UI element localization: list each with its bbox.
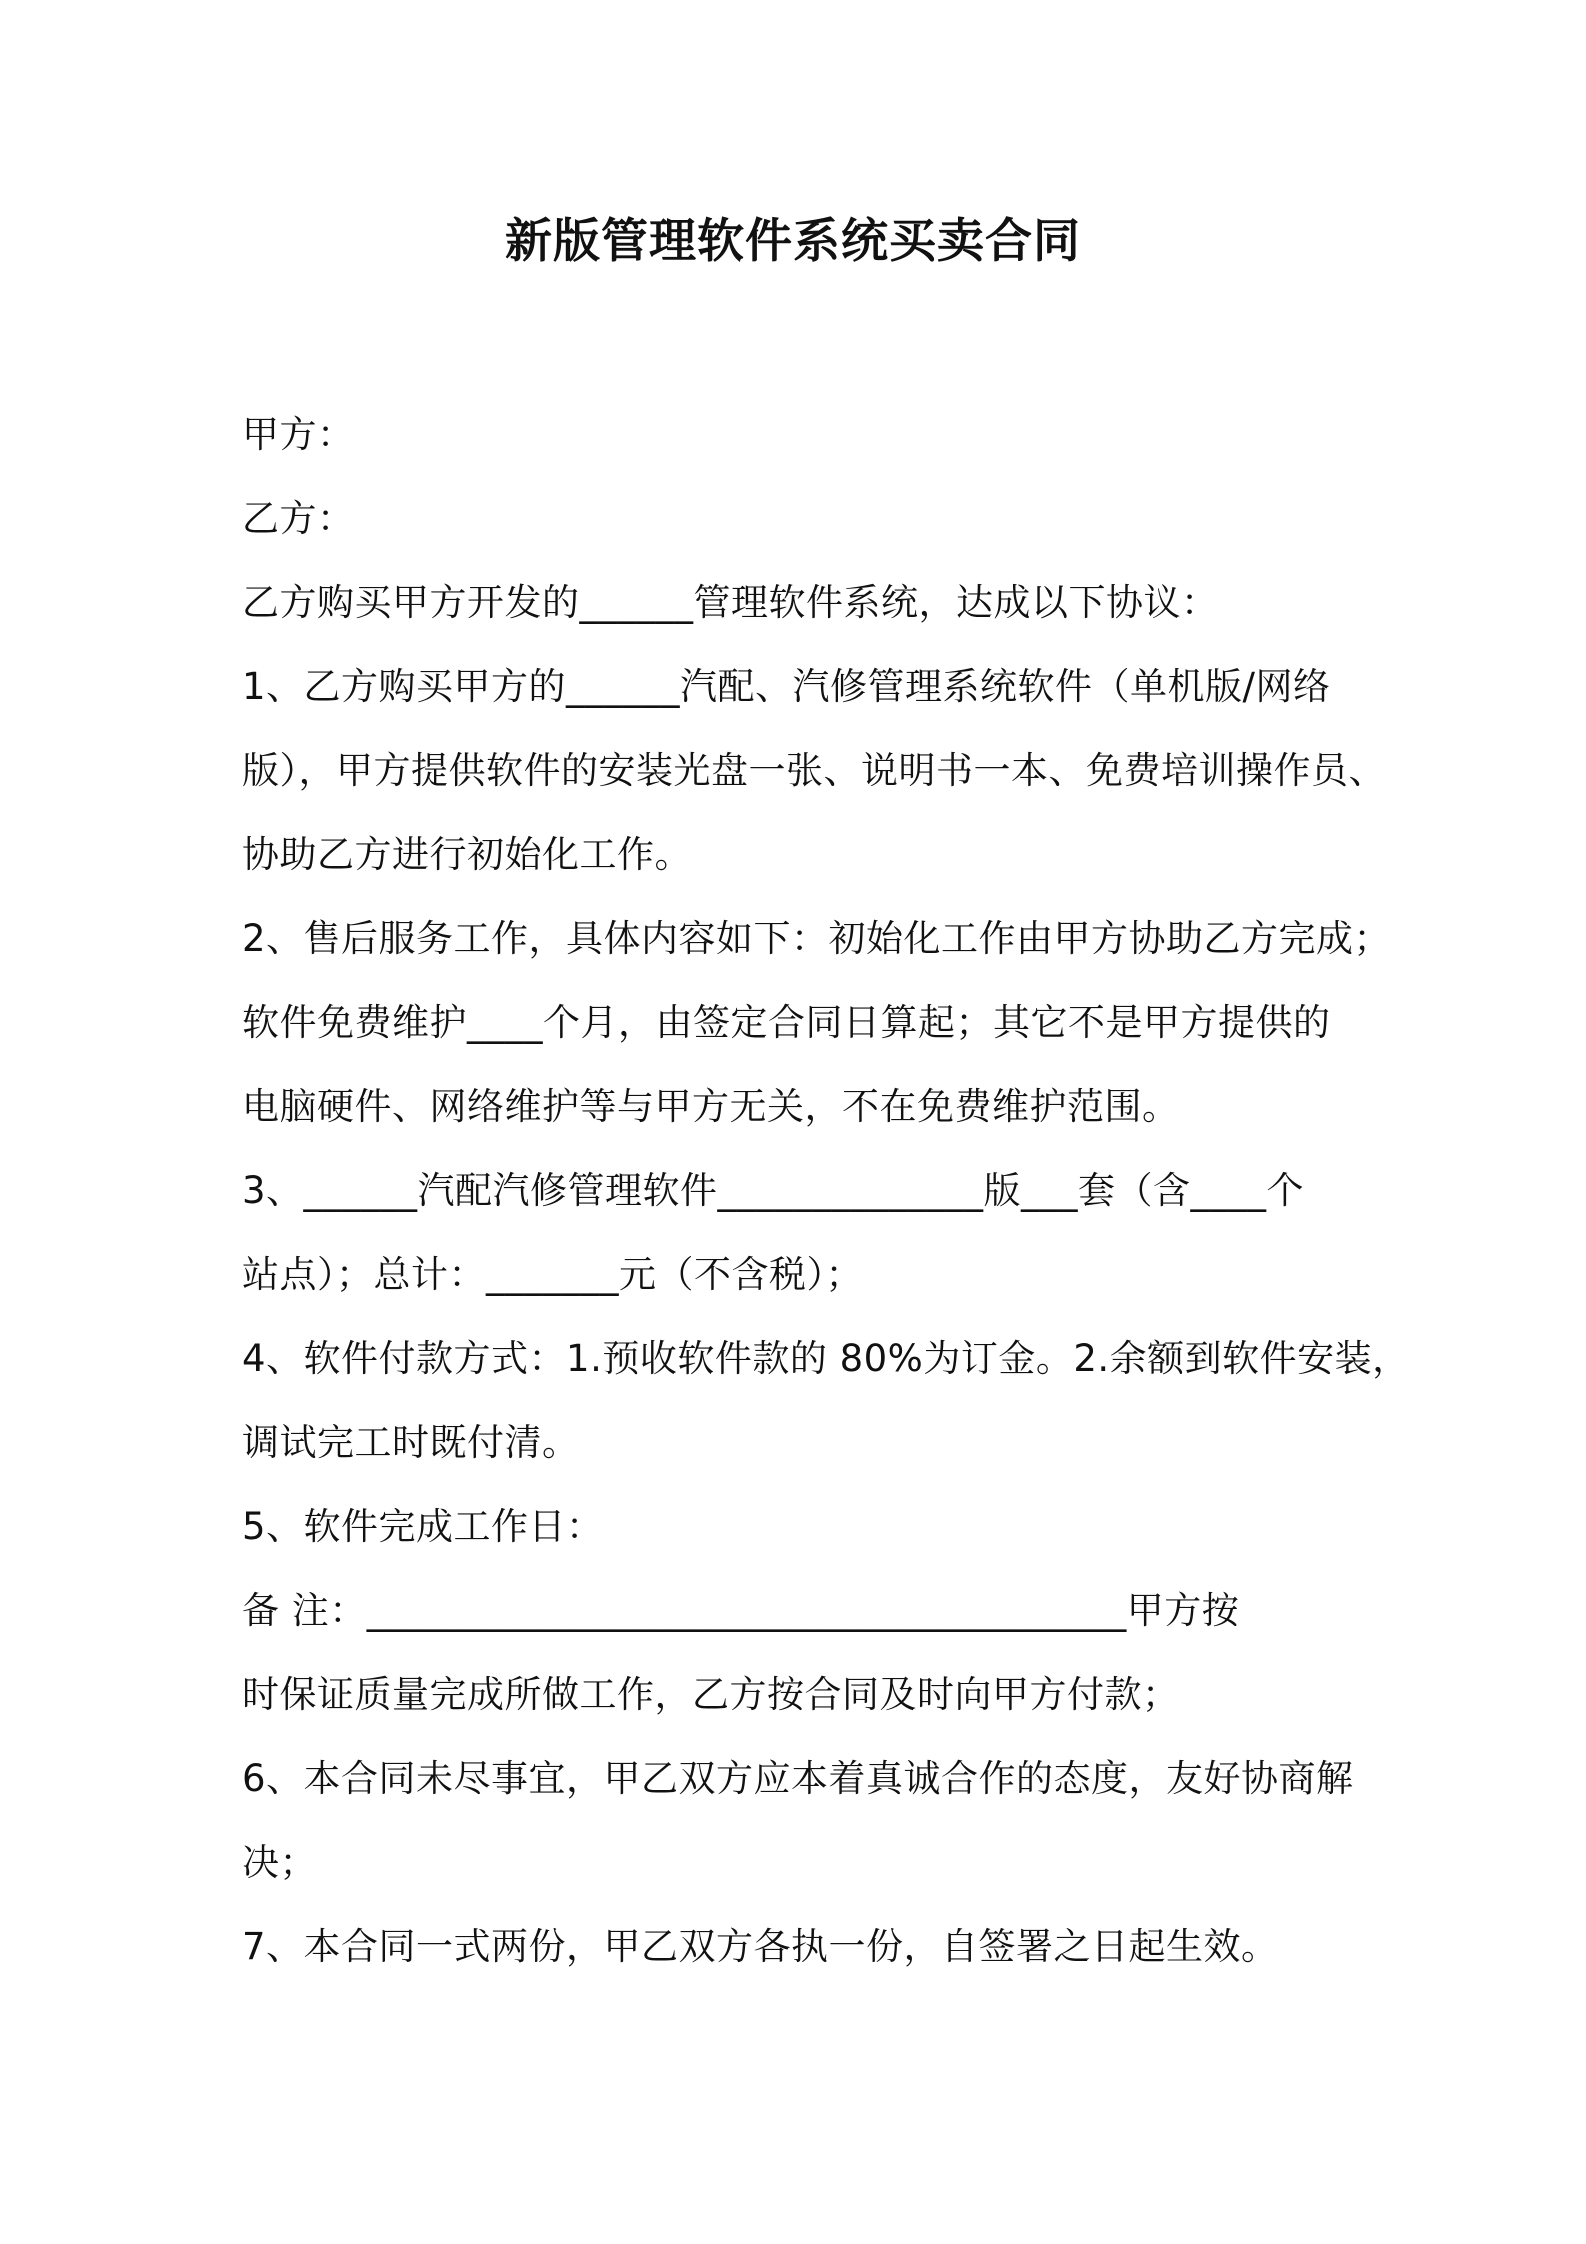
clause-7-line: 7、本合同一式两份，甲乙双方各执一份，自签署之日起生效。 xyxy=(242,1925,1279,1968)
clause-3-line-1: 3、______汽配汽修管理软件______________版___套（含____个 xyxy=(242,1169,1305,1212)
clause-3-line-2: 站点）；总计：_______元（不含税）； xyxy=(242,1253,863,1296)
clause-6-line-1: 6、本合同未尽事宜，甲乙双方应本着真诚合作的态度，友好协商解 xyxy=(242,1757,1354,1800)
clause-5-line: 5、软件完成工作日： xyxy=(242,1505,604,1548)
party-b-line: 乙方： xyxy=(242,497,355,540)
clause-1-line-1: 1、乙方购买甲方的______汽配、汽修管理系统软件（单机版/网络 xyxy=(242,665,1331,708)
clause-1-line-3: 协助乙方进行初始化工作。 xyxy=(242,833,692,876)
clause-2-line-2: 软件免费维护____个月，由签定合同日算起；其它不是甲方提供的 xyxy=(242,1001,1331,1044)
party-a-line: 甲方： xyxy=(242,413,355,456)
clause-4-line-2: 调试完工时既付清。 xyxy=(242,1421,580,1464)
remarks-line-1: 备 注：________________________________________甲方按 xyxy=(242,1589,1240,1632)
clause-1-line-2: 版），甲方提供软件的安装光盘一张、说明书一本、免费培训操作员、 xyxy=(242,749,1386,792)
intro-line: 乙方购买甲方开发的______管理软件系统，达成以下协议： xyxy=(242,581,1219,624)
clause-4-line-1: 4、软件付款方式：1.预收软件款的 80%为订金。2.余额到软件安装， xyxy=(242,1337,1410,1380)
remarks-line-2: 时保证质量完成所做工作，乙方按合同及时向甲方付款； xyxy=(242,1673,1180,1716)
clause-2-line-1: 2、售后服务工作，具体内容如下：初始化工作由甲方协助乙方完成； xyxy=(242,917,1392,960)
clause-6-line-2: 决； xyxy=(242,1841,317,1884)
clause-2-line-3: 电脑硬件、网络维护等与甲方无关，不在免费维护范围。 xyxy=(242,1085,1180,1128)
document-title: 新版管理软件系统买卖合同 xyxy=(505,214,1081,269)
